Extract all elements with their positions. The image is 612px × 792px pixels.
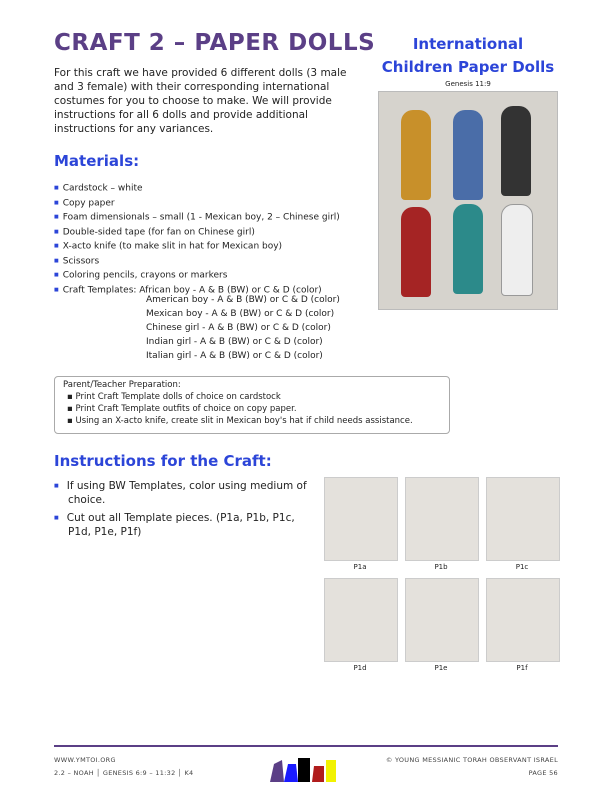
instructions-list xyxy=(54,479,314,543)
list-item: ■ Cardstock – white xyxy=(54,181,340,196)
doll-italian-girl xyxy=(501,204,533,296)
thumb-p1f xyxy=(486,578,560,662)
materials-heading: Materials: xyxy=(54,152,140,170)
template-item: Chinese girl - A & B (BW) or C & D (color) xyxy=(146,323,331,333)
intro-text: For this craft we have provided 6 different dolls (3 male and 3 female) with their corresponding international costumes for you to choose to make. We will provide instructions for all 6 dolls and provide additional instructions for any variances. xyxy=(54,67,347,135)
footer-level: K4 xyxy=(184,769,194,777)
footer-lesson-info: 2.2 – NOAH │ GENESIS 6:9 – 11:32 │ K4 xyxy=(54,769,194,777)
sidebar-title: International Children Paper Dolls xyxy=(381,35,555,76)
thumb-label: P1b xyxy=(434,563,448,571)
footer-website[interactable]: WWW.YMTOI.ORG xyxy=(54,756,116,764)
thumb-p1e xyxy=(405,578,479,662)
footer-passage: GENESIS 6:9 – 11:32 xyxy=(102,769,176,777)
prep-heading: Parent/Teacher Preparation: xyxy=(63,380,181,390)
list-item: ■ Cut out all Template pieces. (P1a, P1b, P1c, P1d, P1e, P1f) xyxy=(54,511,314,539)
list-item: ■ If using BW Templates, color using medium of choice. xyxy=(54,479,314,507)
prep-item: Print Craft Template outfits of choice on copy paper. xyxy=(75,404,297,414)
template-item: American boy - A & B (BW) or C & D (color) xyxy=(146,295,340,305)
materials-list xyxy=(54,181,340,297)
doll-indian-girl xyxy=(453,204,483,294)
paper-dolls-photo xyxy=(378,91,558,310)
doll-chinese-girl xyxy=(401,207,431,297)
doll-american-boy xyxy=(453,110,483,200)
thumb-label: P1a xyxy=(353,563,367,571)
footer-page-number: PAGE 56 xyxy=(528,769,558,777)
page-title: CRAFT 2 – PAPER DOLLS xyxy=(54,30,376,56)
list-item: ■ Foam dimensionals – small (1 - Mexican boy, 2 – Chinese girl) xyxy=(54,210,340,225)
prep-box: Parent/Teacher Preparation: ▪ Print Craft Template dolls of choice on cardstock ▪ Print Craft Template outfits of choice on copy paper. ▪ Using an X-acto knife, create slit in Mexican boy's hat if child needs assistance. xyxy=(54,376,450,434)
template-item: Indian girl - A & B (BW) or C & D (color) xyxy=(146,337,323,347)
doll-african-boy xyxy=(401,110,431,200)
thumb-label: P1e xyxy=(434,664,448,672)
instructions-heading: Instructions for the Craft: xyxy=(54,452,272,470)
list-item: ■ Double-sided tape (for fan on Chinese girl) xyxy=(54,225,340,240)
list-item: ■ Coloring pencils, crayons or markers xyxy=(54,268,340,283)
prep-item: Using an X-acto knife, create slit in Mexican boy's hat if child needs assistance. xyxy=(75,416,413,426)
thumb-p1a xyxy=(324,477,398,561)
template-item: Italian girl - A & B (BW) or C & D (color) xyxy=(146,351,323,361)
thumb-p1d xyxy=(324,578,398,662)
logo-icon xyxy=(268,752,348,784)
list-item: ■ Copy paper xyxy=(54,196,340,211)
templates-list xyxy=(146,293,340,363)
footer-divider xyxy=(54,745,558,747)
thumb-label: P1c xyxy=(515,563,529,571)
list-item: ■ Scissors xyxy=(54,254,340,269)
template-item: Mexican boy - A & B (BW) or C & D (color) xyxy=(146,309,335,319)
scripture-reference: Genesis 11:9 xyxy=(445,80,491,88)
thumb-label: P1f xyxy=(516,664,528,672)
list-item: ■ Craft Templates: African boy - A & B (BW) or C & D (color) xyxy=(54,283,340,298)
list-item: ■ X-acto knife (to make slit in hat for Mexican boy) xyxy=(54,239,340,254)
footer-copyright: © YOUNG MESSIANIC TORAH OBSERVANT ISRAEL xyxy=(385,756,558,764)
thumb-p1c xyxy=(486,477,560,561)
prep-item: Print Craft Template dolls of choice on cardstock xyxy=(75,392,281,402)
doll-mexican-boy xyxy=(501,106,531,196)
footer-lesson: 2.2 – NOAH xyxy=(54,769,94,777)
thumb-label: P1d xyxy=(353,664,367,672)
thumb-p1b xyxy=(405,477,479,561)
